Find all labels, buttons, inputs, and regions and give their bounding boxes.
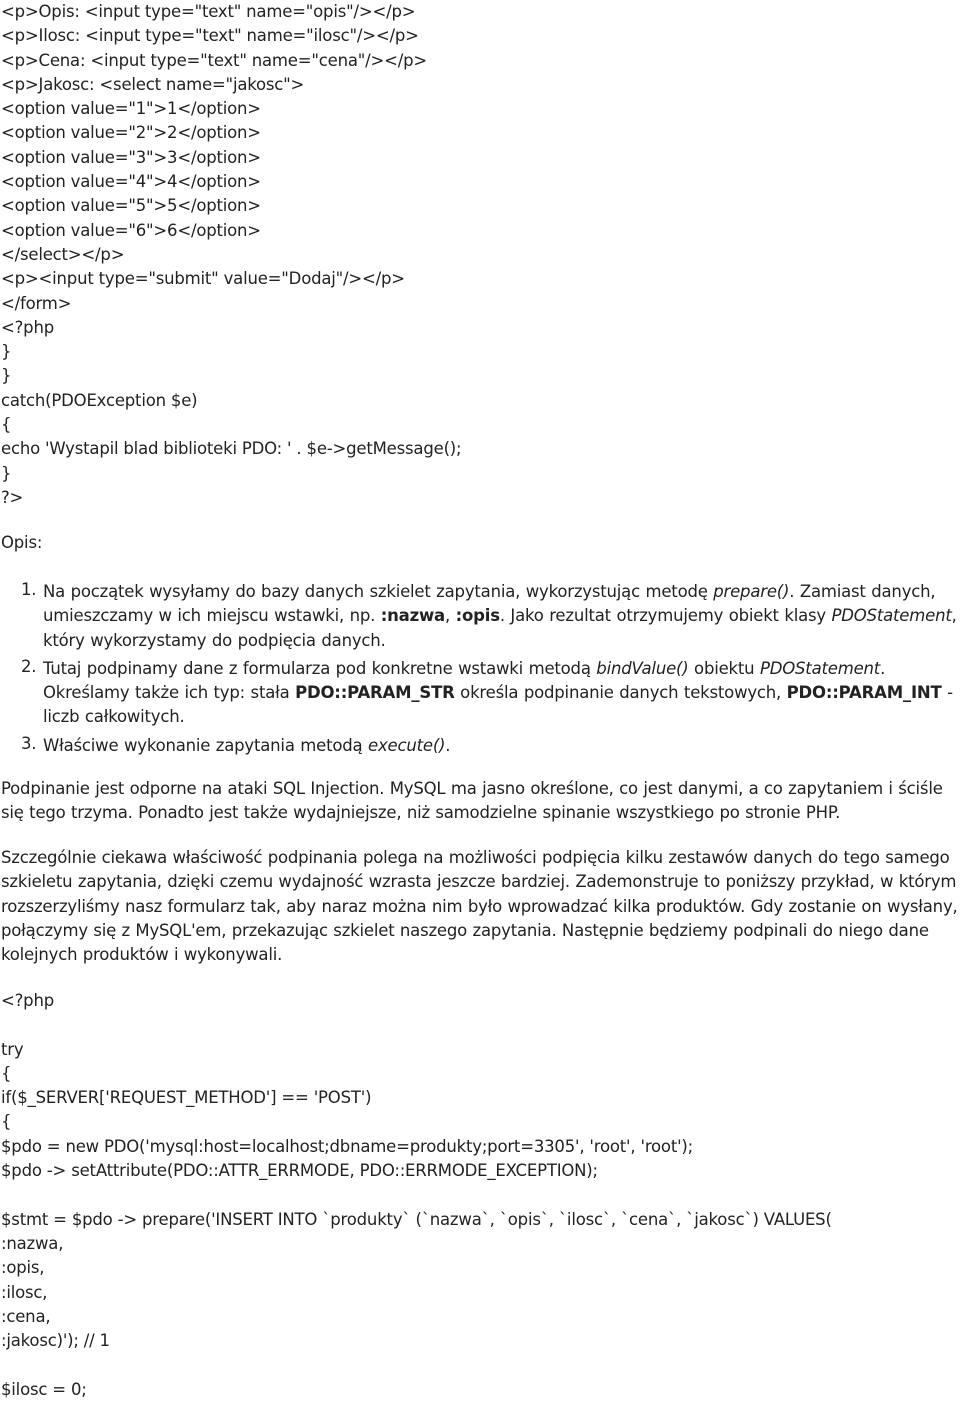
code-line: $stmt = $pdo -> prepare('INSERT INTO `produkty` (`nazwa`, `opis`, `ilosc`, `cena`, `jakosc`) VALUES( xyxy=(1,1209,832,1229)
code-line: try xyxy=(1,1039,24,1059)
italic-code-term: PDOStatement xyxy=(831,606,952,626)
text-run: . Jako rezultat otrzymujemy obiekt klasy xyxy=(499,606,832,626)
code-line: } xyxy=(1,366,12,386)
paragraph xyxy=(1,777,959,826)
code-line: <p>Cena: <input type="text" name="cena"/></p> xyxy=(1,50,428,70)
code-line: } xyxy=(1,463,12,483)
italic-code-term: prepare() xyxy=(713,582,790,601)
bold-code-term: PDO::PARAM_STR xyxy=(295,683,455,703)
steps-list xyxy=(1,580,959,762)
code-line: <option value="4">4</option> xyxy=(1,172,261,192)
code-line: <?php xyxy=(1,991,54,1010)
italic-code-term: PDOStatement xyxy=(759,658,881,678)
code-line: <option value="3">3</option> xyxy=(1,147,261,167)
text-run: obiektu xyxy=(688,658,760,678)
code-line: if($_SERVER['REQUEST_METHOD'] == 'POST') xyxy=(1,1088,372,1108)
code-line xyxy=(1,1013,959,1037)
bold-code-term: PDO::PARAM_INT xyxy=(786,683,942,703)
paragraph xyxy=(1,846,959,967)
bold-code-term: :nazwa xyxy=(380,606,445,626)
code-line: $pdo -> setAttribute(PDO::ATTR_ERRMODE, PDO::ERRMODE_EXCEPTION); xyxy=(1,1161,598,1181)
code-line: </form> xyxy=(1,293,72,313)
list-item-number: 3. xyxy=(21,733,37,753)
code-line: <option value="1">1</option> xyxy=(1,99,261,119)
code-line xyxy=(1,1353,959,1377)
paragraph-text: Podpinanie jest odporne na ataki SQL Injection. MySQL ma jasno określone, co jest danymi, a co zapytaniem i ściśle się tego trzyma. Ponadto jest także wydajniejsze, niż samodzielne spinanie wszystkiego po stronie PHP. xyxy=(1,779,943,823)
code-line: <option value="6">6</option> xyxy=(1,220,261,240)
code-line: <?php xyxy=(1,317,54,337)
text-run: , który wykorzystamy do podpięcia danych. xyxy=(43,606,957,650)
code-line: <p>Opis: <input type="text" name="opis"/></p> xyxy=(1,2,416,21)
text-run: . Zamiast danych, umieszczamy w ich miejscu wstawki, np. xyxy=(43,582,936,626)
code-line xyxy=(1,1183,959,1207)
section-heading xyxy=(1,531,959,555)
text-run: Na początek wysyłamy do bazy danych szkielet zapytania, wykorzystując metodę xyxy=(43,582,714,601)
code-line: { xyxy=(1,1112,12,1132)
italic-code-term: bindValue() xyxy=(596,658,689,678)
code-line: } xyxy=(1,342,12,362)
list-item-number: 2. xyxy=(21,656,37,676)
code-line: <p>Ilosc: <input type="text" name="ilosc"/></p> xyxy=(1,26,419,46)
code-line: { xyxy=(1,415,12,435)
opis-heading: Opis: xyxy=(1,533,43,552)
code-line: { xyxy=(1,1063,12,1083)
paragraph-text: Szczególnie ciekawa właściwość podpinania polega na możliwości podpięcia kilku zestawów danych do tego samego szkieletu zapytania, dzięki czemu wydajność wzrasta jeszcze bardziej. Zademonstruje to poniższy przykład, w którym rozszerzyliśmy nasz formularz tak, aby naraz można nim było wprowadzać kilka produktów. Gdy zostanie on wysłany, połączymy się z MySQL'em, przekazując szkielet naszego zapytania. Następnie będziemy podpinali do niego dane kolejnych produktów i wykonywali. xyxy=(1,848,958,965)
code-line: :nazwa, xyxy=(1,1233,64,1253)
code-line: </select></p> xyxy=(1,244,125,264)
code-line: $pdo = new PDO('mysql:host=localhost;dbname=produkty;port=3305', 'root', 'root'); xyxy=(1,1136,694,1156)
text-run: Właściwe wykonanie zapytania metodą xyxy=(43,735,368,755)
code-line: <p><input type="submit" value="Dodaj"/></p> xyxy=(1,269,405,289)
code-line: catch(PDOException $e) xyxy=(1,390,198,410)
code-line: <option value="2">2</option> xyxy=(1,123,261,143)
list-item xyxy=(1,734,959,758)
code-line: :opis, xyxy=(1,1258,45,1278)
text-run: , xyxy=(445,606,456,626)
code-line: $ilosc = 0; xyxy=(1,1379,87,1399)
code-line: :ilosc, xyxy=(1,1282,48,1302)
italic-code-term: execute() xyxy=(368,735,446,755)
code-line: <p>Jakosc: <select name="jakosc"> xyxy=(1,74,305,94)
code-line: :cena, xyxy=(1,1306,51,1326)
list-item-text xyxy=(43,580,959,653)
text-run: Tutaj podpinamy dane z formularza pod konkretne wstawki metodą xyxy=(43,658,597,678)
code-line: <option value="5">5</option> xyxy=(1,196,261,216)
list-item xyxy=(1,657,959,730)
code-block-top xyxy=(1,0,959,510)
code-block-bottom xyxy=(1,989,959,1402)
bold-code-term: :opis xyxy=(455,606,500,626)
code-line: echo 'Wystapil blad biblioteki PDO: ' . $e->getMessage(); xyxy=(1,439,462,459)
text-run: określa podpinanie danych tekstowych, xyxy=(454,683,787,703)
text-run: . xyxy=(445,735,451,755)
list-item-text xyxy=(43,657,959,730)
text-run: . Określamy także ich typ: stała xyxy=(43,658,886,703)
code-line: :jakosc)'); // 1 xyxy=(1,1331,110,1351)
list-item-number: 1. xyxy=(21,580,37,599)
code-line: ?> xyxy=(1,487,24,507)
list-item xyxy=(1,580,959,653)
list-item-text xyxy=(43,734,959,758)
text-run: - liczb całkowitych. xyxy=(43,683,953,727)
